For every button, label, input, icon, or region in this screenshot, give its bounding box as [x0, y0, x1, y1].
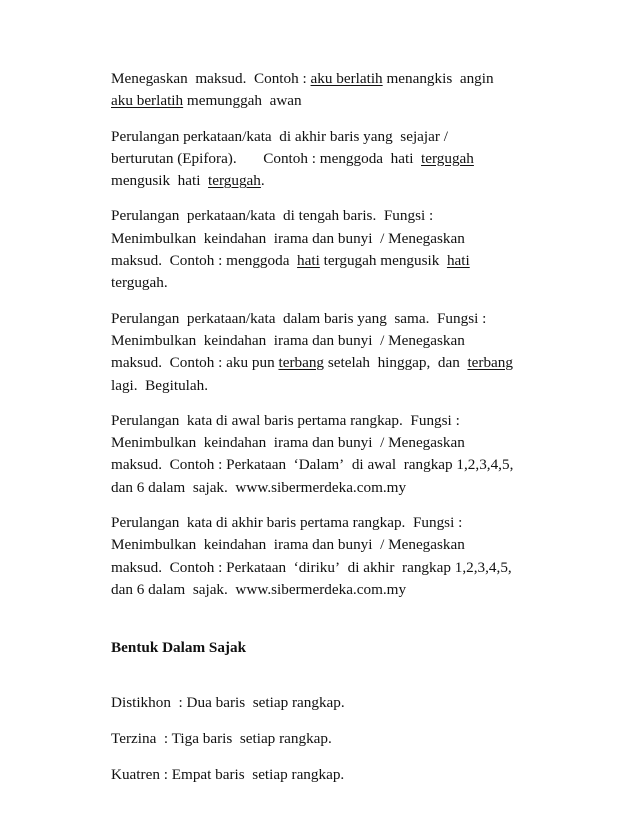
text-segment: Menimbulkan keindahan irama dan bunyi / Menegaskan: [111, 229, 465, 247]
paragraph: [111, 126, 543, 193]
underlined-word: tergugah: [208, 172, 261, 190]
text-segment: Menimbulkan keindahan irama dan bunyi / Menegaskan: [111, 536, 465, 554]
paragraph-line: [111, 170, 543, 192]
paragraph: [111, 205, 543, 294]
paragraph-line: [111, 432, 543, 454]
paragraph: [111, 512, 543, 601]
text-segment: dan 6 dalam sajak. www.sibermerdeka.com.my: [111, 478, 407, 496]
underlined-word: tergugah: [421, 149, 474, 167]
definition-item: Terzina : Tiga baris setiap rangkap.: [111, 730, 332, 748]
paragraph-line: [111, 352, 543, 374]
paragraph-line: [111, 375, 543, 397]
definition-item: Kuatren : Empat baris setiap rangkap.: [111, 766, 345, 784]
text-segment: maksud. Contoh : aku pun: [111, 354, 279, 372]
paragraph-line: [111, 534, 543, 556]
paragraph: [111, 410, 543, 499]
underlined-word: terbang: [467, 354, 513, 372]
underlined-word: hati: [297, 252, 320, 270]
document-page: [111, 68, 543, 800]
text-segment: Perulangan perkataan/kata di akhir baris yang sejajar /: [111, 127, 448, 145]
paragraph-line: [111, 228, 543, 250]
text-segment: berturutan (Epifora). Contoh : menggoda hati: [111, 149, 422, 167]
text-segment: Menimbulkan keindahan irama dan bunyi / Menegaskan: [111, 331, 465, 349]
text-segment: mengusik hati: [111, 172, 209, 190]
underlined-word: aku berlatih: [111, 92, 184, 110]
underlined-word: aku berlatih: [310, 70, 383, 87]
text-segment: tergugah mengusik: [319, 252, 447, 270]
paragraph-line: [111, 68, 543, 90]
text-segment: memunggah awan: [183, 92, 302, 110]
underlined-word: hati: [446, 252, 470, 270]
text-segment: .: [260, 172, 265, 190]
paragraph-line: [111, 250, 543, 272]
paragraph-line: [111, 126, 543, 148]
text-segment: maksud. Contoh : Perkataan ‘Dalam’ di awal rangkap 1,2,3,4,5,: [111, 456, 514, 474]
paragraph-line: [111, 410, 543, 432]
text-segment: maksud. Contoh : menggoda: [111, 252, 298, 270]
text-segment: setelah hinggap, dan: [324, 354, 468, 372]
paragraph-line: [111, 477, 543, 499]
text-segment: tergugah.: [111, 274, 168, 292]
paragraph: [111, 308, 543, 397]
text-segment: Perulangan perkataan/kata dalam baris yang sama. Fungsi :: [111, 309, 487, 327]
paragraph-line: [111, 579, 543, 601]
paragraph: [111, 68, 543, 113]
underlined-word: terbang: [278, 354, 325, 372]
text-segment: dan 6 dalam sajak. www.sibermerdeka.com.my: [111, 580, 407, 598]
text-segment: lagi. Begitulah.: [111, 376, 209, 394]
text-segment: Perulangan perkataan/kata di tengah baris. Fungsi :: [111, 207, 434, 225]
paragraph-list: [111, 68, 543, 601]
section-heading: Bentuk Dalam Sajak: [111, 639, 247, 657]
paragraph-line: [111, 148, 543, 170]
text-segment: Perulangan kata di akhir baris pertama rangkap. Fungsi :: [111, 514, 463, 532]
text-segment: menangkis angin: [382, 70, 494, 87]
paragraph-line: [111, 330, 543, 352]
definition-item: Distikhon : Dua baris setiap rangkap.: [111, 694, 345, 712]
paragraph-line: [111, 90, 543, 112]
paragraph-line: [111, 205, 543, 227]
text-segment: Menegaskan maksud. Contoh :: [111, 70, 311, 87]
paragraph-line: [111, 272, 543, 294]
paragraph-line: [111, 557, 543, 579]
text-segment: maksud. Contoh : Perkataan ‘diriku’ di akhir rangkap 1,2,3,4,5,: [111, 558, 512, 576]
paragraph-line: [111, 454, 543, 476]
paragraph-line: [111, 308, 543, 330]
text-segment: Perulangan kata di awal baris pertama rangkap. Fungsi :: [111, 411, 460, 429]
text-segment: Menimbulkan keindahan irama dan bunyi / Menegaskan: [111, 434, 465, 452]
definition-list: [111, 692, 543, 786]
paragraph-line: [111, 512, 543, 534]
